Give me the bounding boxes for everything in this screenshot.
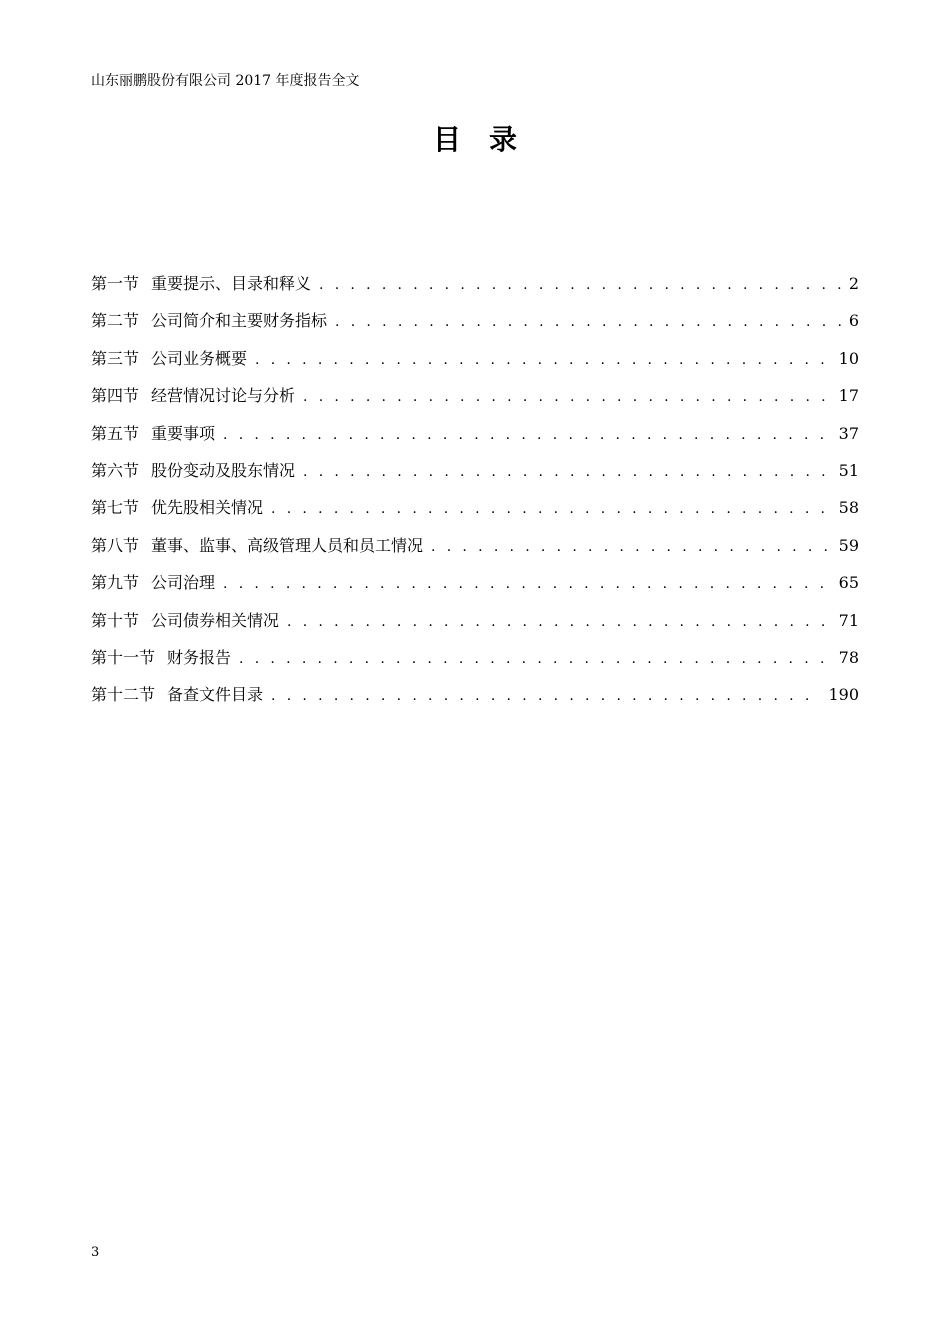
toc-entry-2[interactable] bbox=[91, 307, 859, 344]
toc-section-title: 重要提示、目录和释义 bbox=[151, 274, 312, 293]
toc-section-number: 第一节 bbox=[91, 274, 140, 293]
toc-entry-5[interactable] bbox=[91, 420, 859, 457]
toc-section-title: 董事、监事、高级管理人员和员工情况 bbox=[151, 535, 424, 555]
toc-section-title: 公司业务概要 bbox=[151, 348, 248, 368]
toc-page-number: 71 bbox=[838, 610, 859, 630]
toc-dot-leader bbox=[319, 271, 841, 299]
toc-entry-3[interactable] bbox=[91, 345, 859, 382]
toc-page-number: 78 bbox=[838, 647, 859, 667]
toc-section-number: 第十一节 bbox=[91, 647, 156, 667]
toc-entry-10[interactable] bbox=[91, 607, 859, 644]
toc-section-number: 第九节 bbox=[91, 573, 140, 593]
toc-section-number: 第七节 bbox=[91, 498, 140, 518]
toc-entry-4[interactable] bbox=[91, 382, 859, 419]
table-of-contents bbox=[91, 270, 859, 719]
toc-page-number: 58 bbox=[838, 498, 859, 518]
toc-dot-leader bbox=[303, 458, 831, 486]
toc-page-number: 17 bbox=[838, 386, 859, 406]
toc-section-number: 第八节 bbox=[91, 535, 140, 555]
toc-dot-leader bbox=[287, 608, 831, 636]
toc-entry-7[interactable] bbox=[91, 494, 859, 531]
toc-dot-leader bbox=[271, 682, 820, 710]
toc-section-title: 公司债券相关情况 bbox=[151, 610, 280, 630]
toc-section-title: 重要事项 bbox=[151, 423, 216, 443]
toc-entry-6[interactable] bbox=[91, 457, 859, 494]
toc-section-title: 备查文件目录 bbox=[167, 685, 264, 705]
toc-page-number: 59 bbox=[838, 535, 859, 555]
toc-page-number: 65 bbox=[838, 573, 859, 593]
toc-section-title: 公司简介和主要财务指标 bbox=[151, 311, 328, 331]
toc-section-number: 第四节 bbox=[91, 386, 140, 406]
running-header: 山东丽鹏股份有限公司 2017 年度报告全文 bbox=[91, 73, 360, 89]
toc-page-number: 51 bbox=[838, 460, 859, 480]
toc-page-number: 10 bbox=[838, 348, 859, 368]
toc-section-number: 第十二节 bbox=[91, 685, 156, 705]
toc-entry-1[interactable] bbox=[91, 270, 859, 307]
toc-dot-leader bbox=[303, 383, 831, 411]
footer-page-number: 3 bbox=[91, 1245, 100, 1260]
toc-entry-12[interactable] bbox=[91, 681, 859, 718]
toc-section-number: 第三节 bbox=[91, 348, 140, 368]
toc-dot-leader bbox=[255, 346, 831, 374]
toc-section-number: 第二节 bbox=[91, 311, 140, 331]
toc-section-title: 经营情况讨论与分析 bbox=[151, 386, 296, 406]
toc-dot-leader bbox=[239, 645, 831, 673]
toc-page-number: 190 bbox=[828, 685, 859, 705]
toc-entry-9[interactable] bbox=[91, 569, 859, 606]
toc-dot-leader bbox=[223, 570, 831, 598]
page-title: 目录 bbox=[432, 123, 545, 156]
toc-entry-11[interactable] bbox=[91, 644, 859, 681]
toc-section-number: 第十节 bbox=[91, 610, 140, 630]
toc-section-number: 第六节 bbox=[91, 460, 140, 480]
toc-dot-leader bbox=[335, 308, 841, 336]
toc-section-title: 公司治理 bbox=[151, 573, 216, 593]
toc-dot-leader bbox=[223, 421, 831, 449]
toc-dot-leader bbox=[431, 533, 831, 561]
toc-dot-leader bbox=[271, 495, 831, 523]
toc-section-title: 股份变动及股东情况 bbox=[151, 460, 296, 480]
toc-page-number: 2 bbox=[848, 274, 859, 293]
toc-page-number: 6 bbox=[848, 311, 859, 331]
toc-section-title: 财务报告 bbox=[167, 647, 232, 667]
toc-page-number: 37 bbox=[838, 423, 859, 443]
toc-entry-8[interactable] bbox=[91, 532, 859, 569]
toc-section-title: 优先股相关情况 bbox=[151, 498, 264, 518]
toc-section-number: 第五节 bbox=[91, 423, 140, 443]
